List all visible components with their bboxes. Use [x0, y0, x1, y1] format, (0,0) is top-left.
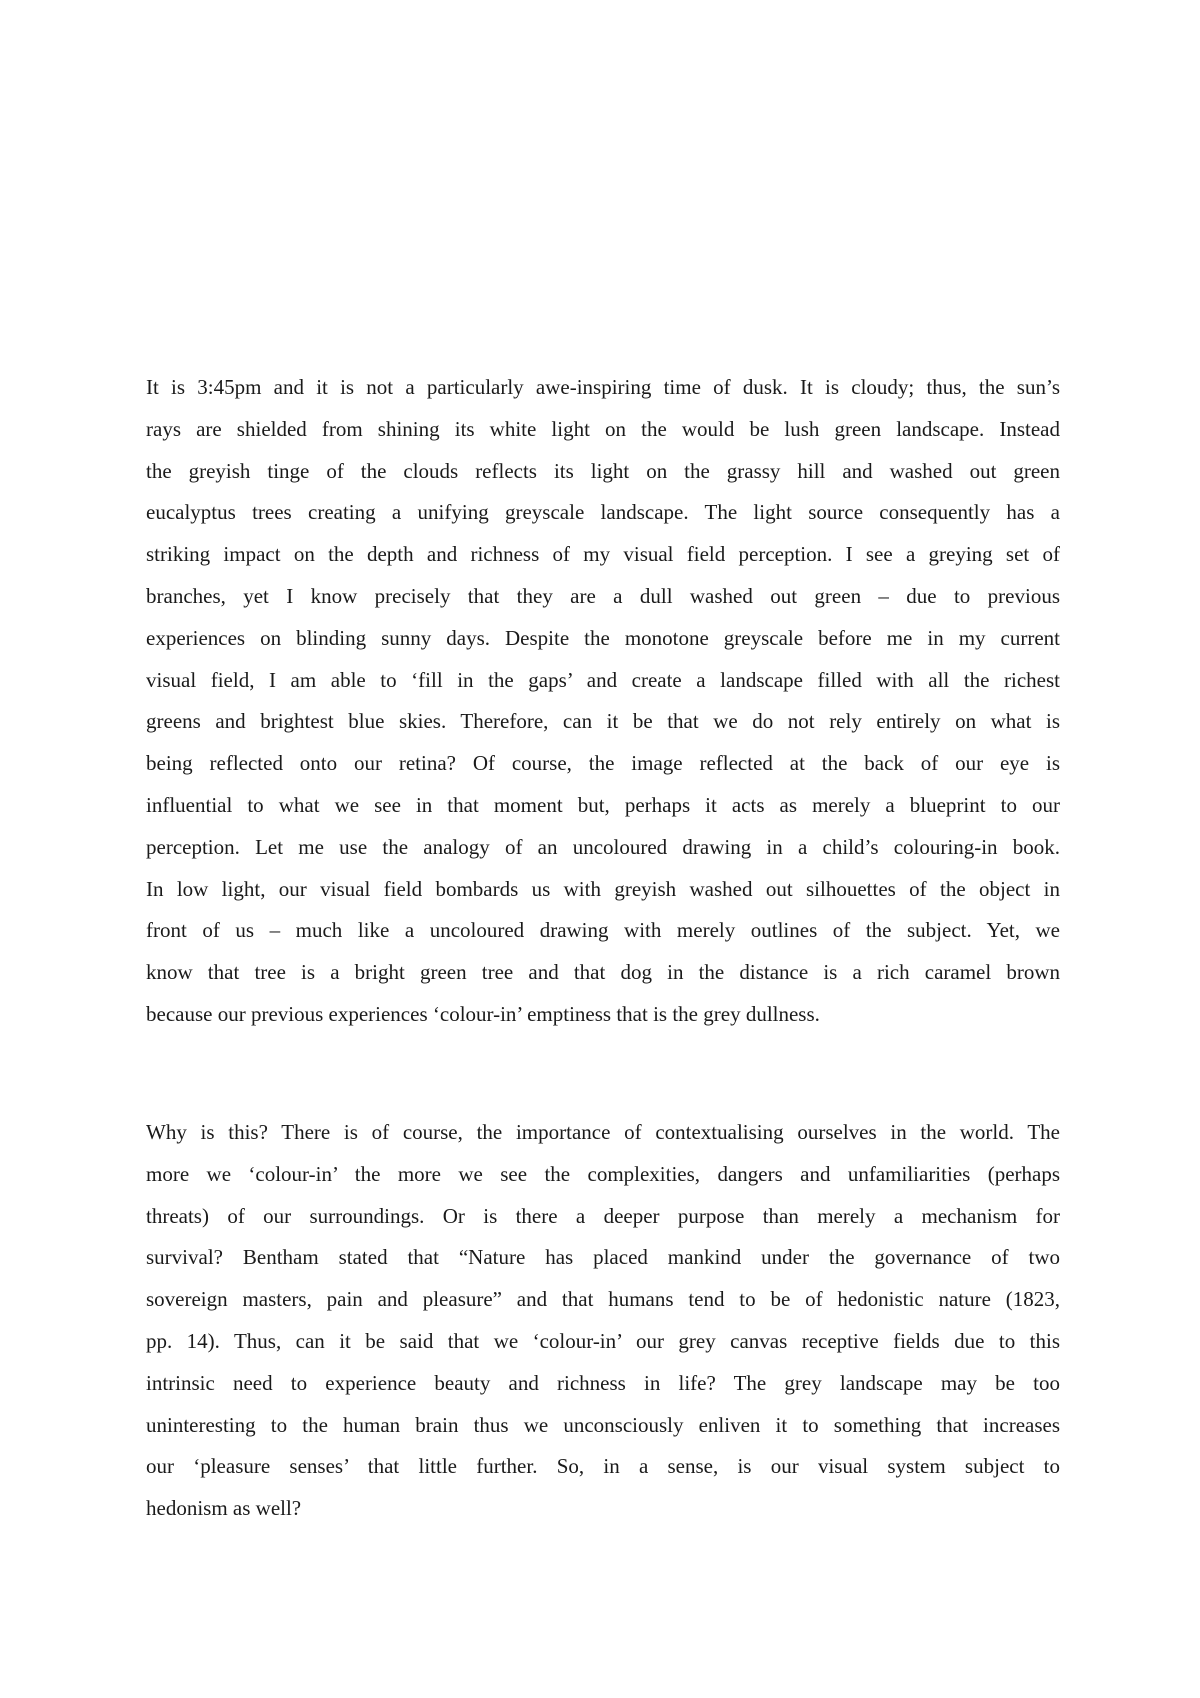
paragraph-2-line-7: intrinsic need to experience beauty and richness in life? The grey landscape may be too	[146, 1370, 1060, 1395]
paragraph-2-line-5: sovereign masters, pain and pleasure” and that humans tend to be of hedonistic nature (1823,	[146, 1287, 1060, 1312]
paragraph-1-line-5: striking impact on the depth and richness of my visual field perception. I see a greying set of	[146, 542, 1060, 567]
paragraph-1-line-16: because our previous experiences ‘colour-in’ emptiness that is the grey dullness.	[146, 1001, 820, 1026]
paragraph-2	[146, 1112, 1060, 1530]
paragraph-1-line-3: the greyish tinge of the clouds reflects its light on the grassy hill and washed out green	[146, 458, 1060, 483]
paragraph-1-line-7: experiences on blinding sunny days. Despite the monotone greyscale before me in my current	[146, 625, 1060, 650]
paragraph-2-line-9: our ‘pleasure senses’ that little further. So, in a sense, is our visual system subject to	[146, 1454, 1060, 1479]
paragraph-1-line-8: visual field, I am able to ‘fill in the gaps’ and create a landscape filled with all the richest	[146, 667, 1060, 692]
paragraph-1-line-6: branches, yet I know precisely that they are a dull washed out green – due to previous	[146, 583, 1060, 608]
paragraph-2-line-6: pp. 14). Thus, can it be said that we ‘colour-in’ our grey canvas receptive fields due to this	[146, 1328, 1060, 1353]
paragraph-1-line-4: eucalyptus trees creating a unifying greyscale landscape. The light source consequently has a	[146, 500, 1060, 525]
paragraph-2-line-3: threats) of our surroundings. Or is there a deeper purpose than merely a mechanism for	[146, 1203, 1060, 1228]
paragraph-1-line-2: rays are shielded from shining its white light on the would be lush green landscape. Instead	[146, 416, 1060, 441]
paragraph-1-line-13: In low light, our visual field bombards us with greyish washed out silhouettes of the object in	[146, 876, 1060, 901]
paragraph-1-line-15: know that tree is a bright green tree and that dog in the distance is a rich caramel brown	[146, 960, 1060, 985]
paragraph-1-line-11: influential to what we see in that moment but, perhaps it acts as merely a blueprint to our	[146, 792, 1060, 817]
paragraph-2-line-2: more we ‘colour-in’ the more we see the complexities, dangers and unfamiliarities (perhaps	[146, 1161, 1060, 1186]
paragraph-2-line-1: Why is this? There is of course, the importance of contextualising ourselves in the world. The	[146, 1120, 1060, 1144]
paragraph-1-line-10: being reflected onto our retina? Of course, the image reflected at the back of our eye is	[146, 751, 1060, 776]
paragraph-1-line-12: perception. Let me use the analogy of an uncoloured drawing in a child’s colouring-in book.	[146, 834, 1060, 859]
paragraph-2-line-4: survival? Bentham stated that “Nature has placed mankind under the governance of two	[146, 1245, 1060, 1270]
paragraph-1-line-9: greens and brightest blue skies. Therefore, can it be that we do not rely entirely on what is	[146, 709, 1060, 734]
paragraph-1-line-1: It is 3:45pm and it is not a particularly awe-inspiring time of dusk. It is cloudy; thus, the sun’s	[146, 375, 1060, 399]
paragraph-1-line-14: front of us – much like a uncoloured drawing with merely outlines of the subject. Yet, we	[146, 918, 1060, 943]
paragraph-2-line-10: hedonism as well?	[146, 1496, 302, 1521]
paragraph-2-line-8: uninteresting to the human brain thus we unconsciously enliven it to something that increases	[146, 1412, 1060, 1437]
paragraph-1	[146, 367, 1060, 1036]
